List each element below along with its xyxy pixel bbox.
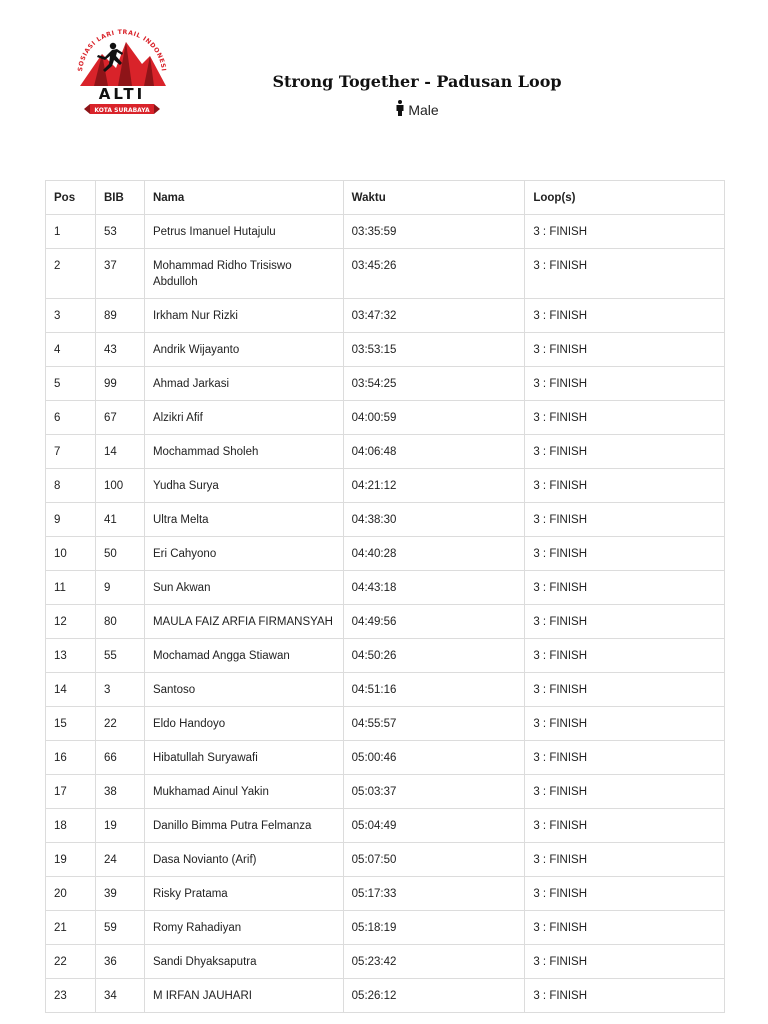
cell-bib: 50 <box>95 537 144 571</box>
cell-nama: Irkham Nur Rizki <box>144 299 343 333</box>
cell-pos: 2 <box>46 249 96 299</box>
cell-bib: 41 <box>95 503 144 537</box>
cell-bib: 19 <box>95 809 144 843</box>
cell-nama: Mohammad Ridho Trisiswo Abdulloh <box>144 249 343 299</box>
cell-loops: 3 : FINISH <box>525 945 725 979</box>
cell-nama: MAULA FAIZ ARFIA FIRMANSYAH <box>144 605 343 639</box>
table-row <box>46 741 725 775</box>
cell-waktu: 03:53:15 <box>343 333 525 367</box>
table-row <box>46 435 725 469</box>
cell-loops: 3 : FINISH <box>525 639 725 673</box>
cell-pos: 23 <box>46 979 96 1013</box>
cell-waktu: 04:49:56 <box>343 605 525 639</box>
table-row <box>46 571 725 605</box>
header-nama: Nama <box>144 181 343 215</box>
cell-loops: 3 : FINISH <box>525 809 725 843</box>
cell-loops: 3 : FINISH <box>525 741 725 775</box>
header-pos: Pos <box>46 181 96 215</box>
cell-bib: 36 <box>95 945 144 979</box>
table-row <box>46 469 725 503</box>
cell-bib: 9 <box>95 571 144 605</box>
cell-loops: 3 : FINISH <box>525 503 725 537</box>
table-row <box>46 401 725 435</box>
cell-nama: Santoso <box>144 673 343 707</box>
cell-pos: 19 <box>46 843 96 877</box>
cell-waktu: 04:51:16 <box>343 673 525 707</box>
cell-waktu: 04:43:18 <box>343 571 525 605</box>
cell-loops: 3 : FINISH <box>525 979 725 1013</box>
cell-nama: Yudha Surya <box>144 469 343 503</box>
cell-nama: Ahmad Jarkasi <box>144 367 343 401</box>
logo-name: ALTI <box>98 85 146 103</box>
cell-nama: Andrik Wijayanto <box>144 333 343 367</box>
cell-pos: 14 <box>46 673 96 707</box>
cell-pos: 22 <box>46 945 96 979</box>
cell-nama: Sandi Dhyaksaputra <box>144 945 343 979</box>
cell-pos: 5 <box>46 367 96 401</box>
cell-bib: 89 <box>95 299 144 333</box>
cell-waktu: 05:23:42 <box>343 945 525 979</box>
table-row <box>46 707 725 741</box>
cell-waktu: 04:40:28 <box>343 537 525 571</box>
table-row <box>46 843 725 877</box>
category-label <box>0 100 768 119</box>
table-row <box>46 775 725 809</box>
logo-arc-text: SOSIASI LARI TRAIL INDONESI <box>77 28 167 72</box>
cell-pos: 16 <box>46 741 96 775</box>
cell-nama: Dasa Novianto (Arif) <box>144 843 343 877</box>
table-row <box>46 673 725 707</box>
cell-pos: 20 <box>46 877 96 911</box>
cell-waktu: 05:07:50 <box>343 843 525 877</box>
category-text: Male <box>408 101 439 118</box>
cell-waktu: 04:50:26 <box>343 639 525 673</box>
cell-pos: 4 <box>46 333 96 367</box>
cell-pos: 12 <box>46 605 96 639</box>
cell-nama: Hibatullah Suryawafi <box>144 741 343 775</box>
table-header-row <box>46 181 725 215</box>
table-row <box>46 911 725 945</box>
cell-pos: 8 <box>46 469 96 503</box>
cell-bib: 67 <box>95 401 144 435</box>
table-row <box>46 809 725 843</box>
cell-waktu: 03:45:26 <box>343 249 525 299</box>
cell-waktu: 05:17:33 <box>343 877 525 911</box>
cell-loops: 3 : FINISH <box>525 367 725 401</box>
cell-pos: 10 <box>46 537 96 571</box>
cell-nama: Petrus Imanuel Hutajulu <box>144 215 343 249</box>
cell-bib: 59 <box>95 911 144 945</box>
cell-nama: Danillo Bimma Putra Felmanza <box>144 809 343 843</box>
cell-bib: 53 <box>95 215 144 249</box>
cell-loops: 3 : FINISH <box>525 249 725 299</box>
cell-pos: 18 <box>46 809 96 843</box>
cell-waktu: 04:55:57 <box>343 707 525 741</box>
cell-waktu: 03:54:25 <box>343 367 525 401</box>
cell-nama: Eldo Handoyo <box>144 707 343 741</box>
cell-nama: Mochamad Angga Stiawan <box>144 639 343 673</box>
cell-pos: 9 <box>46 503 96 537</box>
male-icon <box>395 100 405 119</box>
header-waktu: Waktu <box>343 181 525 215</box>
cell-loops: 3 : FINISH <box>525 537 725 571</box>
cell-nama: Mochammad Sholeh <box>144 435 343 469</box>
cell-waktu: 05:00:46 <box>343 741 525 775</box>
cell-pos: 3 <box>46 299 96 333</box>
cell-nama: M IRFAN JAUHARI <box>144 979 343 1013</box>
cell-loops: 3 : FINISH <box>525 911 725 945</box>
cell-loops: 3 : FINISH <box>525 215 725 249</box>
cell-bib: 37 <box>95 249 144 299</box>
cell-loops: 3 : FINISH <box>525 605 725 639</box>
cell-waktu: 04:21:12 <box>343 469 525 503</box>
cell-bib: 99 <box>95 367 144 401</box>
cell-bib: 3 <box>95 673 144 707</box>
table-row <box>46 215 725 249</box>
cell-waktu: 04:38:30 <box>343 503 525 537</box>
table-row <box>46 877 725 911</box>
cell-bib: 34 <box>95 979 144 1013</box>
page-title: Strong Together - Padusan Loop <box>272 72 562 91</box>
cell-bib: 100 <box>95 469 144 503</box>
cell-bib: 80 <box>95 605 144 639</box>
cell-pos: 15 <box>46 707 96 741</box>
table-row <box>46 249 725 299</box>
cell-loops: 3 : FINISH <box>525 571 725 605</box>
cell-loops: 3 : FINISH <box>525 299 725 333</box>
table-row <box>46 503 725 537</box>
results-table <box>45 180 725 1013</box>
cell-waktu: 05:04:49 <box>343 809 525 843</box>
cell-pos: 21 <box>46 911 96 945</box>
table-row <box>46 639 725 673</box>
cell-nama: Mukhamad Ainul Yakin <box>144 775 343 809</box>
cell-loops: 3 : FINISH <box>525 469 725 503</box>
cell-nama: Alzikri Afif <box>144 401 343 435</box>
table-row <box>46 945 725 979</box>
header-bib: BIB <box>95 181 144 215</box>
cell-loops: 3 : FINISH <box>525 707 725 741</box>
cell-nama: Risky Pratama <box>144 877 343 911</box>
table-row <box>46 605 725 639</box>
cell-pos: 7 <box>46 435 96 469</box>
cell-pos: 1 <box>46 215 96 249</box>
table-row <box>46 299 725 333</box>
cell-pos: 13 <box>46 639 96 673</box>
cell-loops: 3 : FINISH <box>525 843 725 877</box>
cell-nama: Eri Cahyono <box>144 537 343 571</box>
cell-pos: 6 <box>46 401 96 435</box>
logo-banner: KOTA SURABAYA <box>94 106 150 114</box>
cell-bib: 22 <box>95 707 144 741</box>
table-row <box>46 537 725 571</box>
cell-bib: 39 <box>95 877 144 911</box>
header-loops: Loop(s) <box>525 181 725 215</box>
cell-waktu: 05:26:12 <box>343 979 525 1013</box>
cell-loops: 3 : FINISH <box>525 877 725 911</box>
cell-nama: Ultra Melta <box>144 503 343 537</box>
cell-loops: 3 : FINISH <box>525 435 725 469</box>
cell-waktu: 03:35:59 <box>343 215 525 249</box>
cell-bib: 14 <box>95 435 144 469</box>
cell-loops: 3 : FINISH <box>525 401 725 435</box>
cell-pos: 17 <box>46 775 96 809</box>
cell-bib: 55 <box>95 639 144 673</box>
cell-waktu: 04:06:48 <box>343 435 525 469</box>
cell-bib: 66 <box>95 741 144 775</box>
cell-loops: 3 : FINISH <box>525 775 725 809</box>
cell-bib: 43 <box>95 333 144 367</box>
table-row <box>46 979 725 1013</box>
cell-waktu: 03:47:32 <box>343 299 525 333</box>
table-row <box>46 367 725 401</box>
cell-nama: Romy Rahadiyan <box>144 911 343 945</box>
cell-loops: 3 : FINISH <box>525 333 725 367</box>
cell-waktu: 05:18:19 <box>343 911 525 945</box>
cell-bib: 38 <box>95 775 144 809</box>
table-row <box>46 333 725 367</box>
cell-nama: Sun Akwan <box>144 571 343 605</box>
cell-waktu: 04:00:59 <box>343 401 525 435</box>
cell-waktu: 05:03:37 <box>343 775 525 809</box>
cell-loops: 3 : FINISH <box>525 673 725 707</box>
cell-pos: 11 <box>46 571 96 605</box>
cell-bib: 24 <box>95 843 144 877</box>
